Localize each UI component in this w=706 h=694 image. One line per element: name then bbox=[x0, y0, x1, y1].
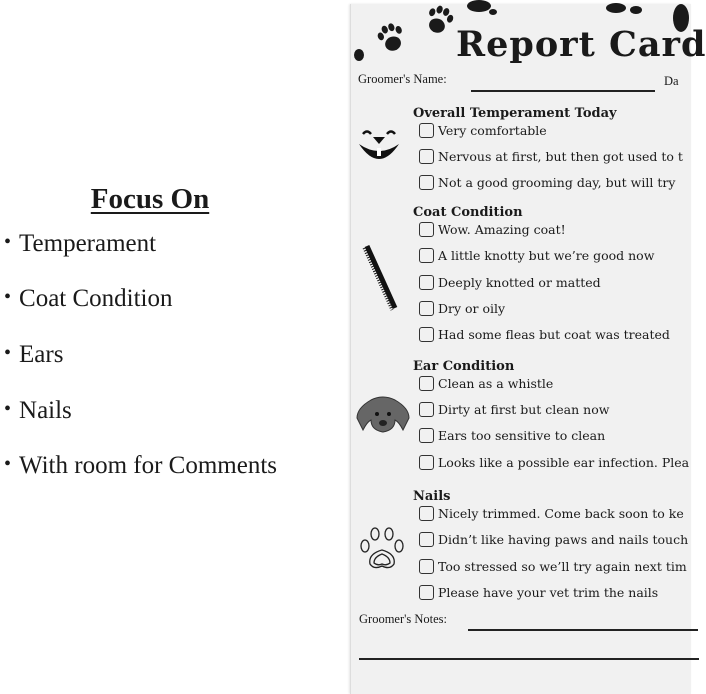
checkbox[interactable] bbox=[419, 506, 434, 521]
comb-icon bbox=[361, 242, 401, 314]
section-title: Overall Temperament Today bbox=[413, 106, 617, 121]
checkbox-label: Dirty at first but clean now bbox=[438, 402, 610, 417]
bullet-item: • Ears bbox=[4, 341, 63, 369]
checkbox-item[interactable] bbox=[419, 123, 547, 138]
checkbox-label: Ears too sensitive to clean bbox=[438, 428, 606, 443]
checkbox[interactable] bbox=[419, 248, 434, 263]
checkbox[interactable] bbox=[419, 222, 434, 237]
checkbox-item[interactable] bbox=[419, 376, 553, 391]
checkbox-item[interactable] bbox=[419, 532, 688, 547]
checkbox-item[interactable] bbox=[419, 428, 605, 443]
checkbox-label: Nicely trimmed. Come back soon to ke bbox=[438, 506, 684, 521]
section-title: Ear Condition bbox=[413, 359, 515, 374]
smiling-dog-face-icon bbox=[357, 126, 403, 168]
focus-title: Focus On bbox=[90, 183, 210, 215]
bullet-item: • With room for Comments bbox=[4, 452, 277, 480]
checkbox-item[interactable] bbox=[419, 248, 654, 263]
checkbox-label: Dry or oily bbox=[438, 301, 506, 316]
checkbox-label: Not a good grooming day, but will try bbox=[438, 175, 676, 190]
checkbox-label: Didn’t like having paws and nails touch bbox=[438, 532, 689, 547]
checkbox-item[interactable] bbox=[419, 222, 566, 237]
checkbox-label: Looks like a possible ear infection. Plea bbox=[438, 455, 690, 470]
checkbox-item[interactable] bbox=[419, 327, 670, 342]
checkbox-label: Too stressed so we’ll try again next tim bbox=[438, 559, 687, 574]
report-card bbox=[350, 4, 706, 694]
bullet-item: • Coat Condition bbox=[4, 285, 173, 313]
groomer-notes-label: Groomer's Notes: bbox=[359, 612, 448, 626]
card-title: Report Card bbox=[456, 24, 706, 65]
checkbox-item[interactable] bbox=[419, 149, 683, 164]
checkbox[interactable] bbox=[419, 175, 434, 190]
groomer-name-field[interactable] bbox=[471, 90, 655, 92]
groomer-notes-field[interactable] bbox=[468, 629, 698, 631]
checkbox-label: Very comfortable bbox=[438, 123, 547, 138]
checkbox-item[interactable] bbox=[419, 506, 684, 521]
checkbox[interactable] bbox=[419, 428, 434, 443]
checkbox-item[interactable] bbox=[419, 559, 687, 574]
checkbox-label: A little knotty but we’re good now bbox=[438, 248, 655, 263]
date-label: Da bbox=[664, 74, 679, 88]
checkbox[interactable] bbox=[419, 376, 434, 391]
checkbox-label: Deeply knotted or matted bbox=[438, 275, 601, 290]
checkbox[interactable] bbox=[419, 585, 434, 600]
checkbox[interactable] bbox=[419, 301, 434, 316]
checkbox[interactable] bbox=[419, 532, 434, 547]
paw-claws-icon bbox=[359, 520, 405, 570]
checkbox[interactable] bbox=[419, 455, 434, 470]
dog-head-icon bbox=[355, 396, 411, 436]
checkbox-item[interactable] bbox=[419, 301, 505, 316]
checkbox-item[interactable] bbox=[419, 275, 601, 290]
checkbox[interactable] bbox=[419, 327, 434, 342]
bullet-item: • Temperament bbox=[4, 230, 156, 258]
section-title: Coat Condition bbox=[413, 205, 523, 220]
checkbox[interactable] bbox=[419, 559, 434, 574]
checkbox-item[interactable] bbox=[419, 175, 675, 190]
checkbox-label: Nervous at first, but then got used to t bbox=[438, 149, 683, 164]
groomer-name-label: Groomer's Name: bbox=[358, 72, 447, 86]
checkbox-label: Had some fleas but coat was treated bbox=[438, 327, 670, 342]
checkbox-label: Wow. Amazing coat! bbox=[438, 222, 566, 237]
notes-line[interactable] bbox=[359, 658, 699, 660]
checkbox-item[interactable] bbox=[419, 455, 689, 470]
checkbox-label: Clean as a whistle bbox=[438, 376, 554, 391]
checkbox-item[interactable] bbox=[419, 402, 609, 417]
checkbox-item[interactable] bbox=[419, 585, 658, 600]
checkbox[interactable] bbox=[419, 123, 434, 138]
section-title: Nails bbox=[413, 489, 451, 504]
checkbox-label: Please have your vet trim the nails bbox=[438, 585, 659, 600]
bullet-item: • Nails bbox=[4, 397, 72, 425]
checkbox[interactable] bbox=[419, 402, 434, 417]
checkbox[interactable] bbox=[419, 275, 434, 290]
checkbox[interactable] bbox=[419, 149, 434, 164]
